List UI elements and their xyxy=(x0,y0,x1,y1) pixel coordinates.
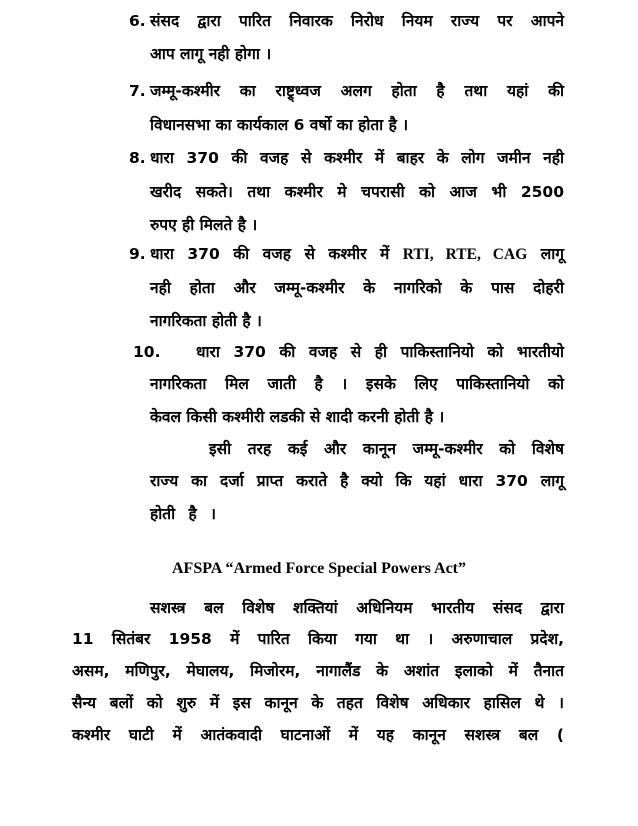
item-number: 6. xyxy=(129,12,146,30)
item-7-line-1: जम्मू-कश्मीर का राष्ट्र्ध्वज अलग होता है तथा यहां की xyxy=(150,82,564,100)
section-heading: AFSPA “Armed Force Special Powers Act” xyxy=(171,560,466,577)
afspa-line-4: सैन्य बलों को शुरु में इस कानून के तहत विशेष अधिकार हासिल थे । xyxy=(72,694,564,712)
conclusion-line-3: होती है । xyxy=(150,505,216,523)
item-number: 8. xyxy=(129,149,146,167)
item-number: 7. xyxy=(129,82,146,100)
item-number: 9. xyxy=(129,245,146,263)
item-9-line-3: नागरिकता होती है । xyxy=(150,312,262,330)
item-6-line-2: आप लागू नही होगा । xyxy=(150,45,272,63)
acronym-list: RTI, RTE, CAG xyxy=(402,246,528,263)
item-9-text-prefix: धारा 370 की वजह से कश्मीर में xyxy=(150,245,403,263)
afspa-line-1: सशस्त्र बल विशेष शक्तियां अधिनियम भारतीय संसद द्वारा xyxy=(150,599,564,617)
item-10-line-2: नागरिकता मिल जाती है । इसके लिए पाकिस्तानियो को xyxy=(150,375,564,393)
afspa-line-2: 11 सितंबर 1958 में पारित किया गया था । अरुणाचाल प्रदेश, xyxy=(72,630,564,648)
conclusion-line-1: इसी तरह कई और कानून जम्मू-कश्मीर को विशेष xyxy=(209,440,564,458)
item-8-line-1: धारा 370 की वजह से कश्मीर में बाहर के लोग जमीन नही xyxy=(150,149,564,167)
item-9-line-2: नही होता और जम्मू-कश्मीर के नागरिको के पास दोहरी xyxy=(150,279,564,297)
item-9-text-suffix: लागू xyxy=(527,245,564,263)
item-9-line-1 xyxy=(150,244,564,265)
item-10-line-1: धारा 370 की वजह से ही पाकिस्तानियो को भारतीयो xyxy=(196,343,564,361)
item-10-line-3: केवल किसी कश्मीरी लडकी से शादी करनी होती है । xyxy=(150,408,445,426)
item-8-line-3: रुपए ही मिलते है । xyxy=(150,216,258,234)
item-6-line-1: संसद द्वारा पारित निवारक निरोध नियम राज्य पर आपने xyxy=(150,12,564,30)
afspa-line-5: कश्मीर घाटी में आतंकवादी घाटनाओं में यह कानून सशस्त्र बल ( xyxy=(72,726,564,744)
conclusion-line-2: राज्य का दर्जा प्राप्त कराते है क्यो कि यहां धारा 370 लागू xyxy=(150,472,564,490)
item-number: 10. xyxy=(133,343,161,361)
item-8-line-2: खरीद सकते। तथा कश्मीर मे चपरासी को आज भी 2500 xyxy=(150,183,564,201)
item-7-line-2: विधानसभा का कार्यकाल 6 वर्षो का होता है । xyxy=(150,116,409,134)
afspa-line-3: असम, मणिपुर, मेघालय, मिजोरम, नागालैंड के अशांत इलाको में तैनात xyxy=(72,662,564,680)
